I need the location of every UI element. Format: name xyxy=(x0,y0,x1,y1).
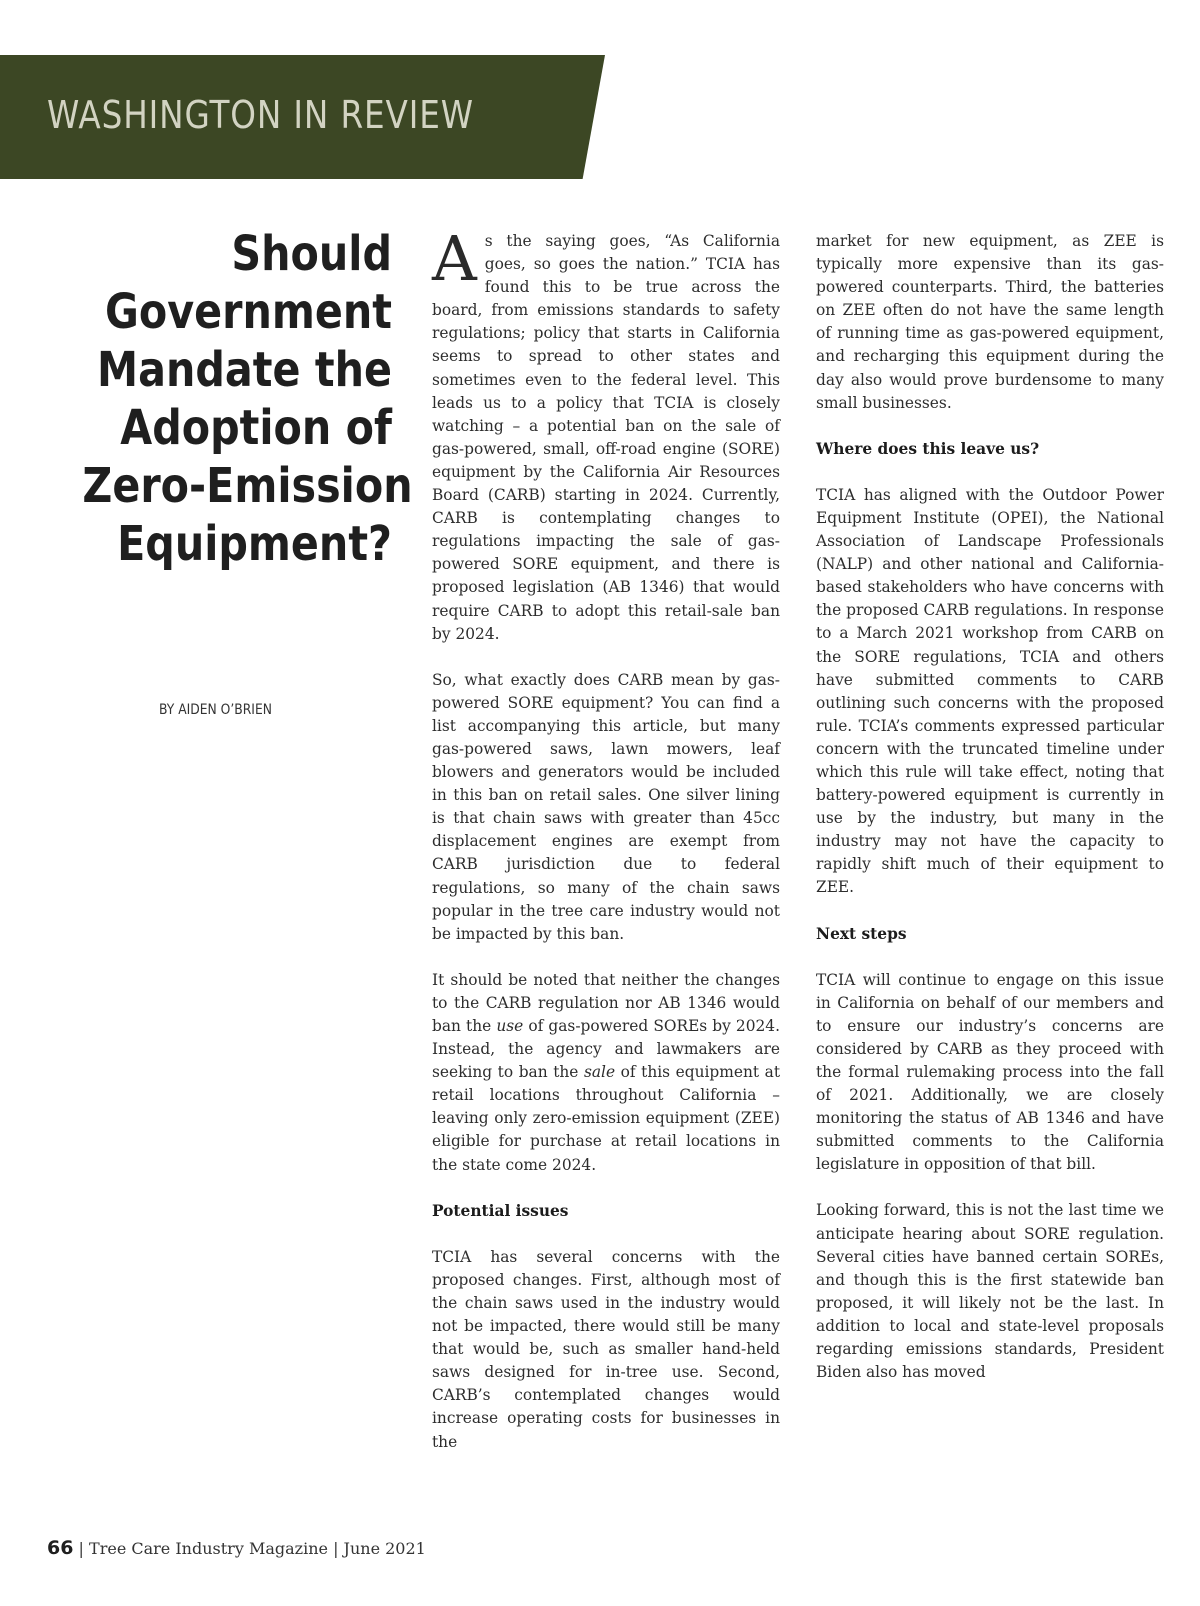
paragraph: TCIA has aligned with the Outdoor Power Equipment Institute (OPEI), the National Association of Landscape Professionals (NALP) and other national and California-based stakeholders who have concerns with the proposed CARB regulations. In response to a March 2021 workshop from CARB on the SORE regulations, TCIA and others have submitted comments to CARB outlining such concerns with the proposed rule. TCIA’s comments expressed particular concern with the truncated timeline under which this rule will take effect, noting that battery-powered equipment is currently in use by the industry, but many in the industry may not have the capacity to rapidly shift much of their equipment to ZEE. xyxy=(816,485,1164,897)
issue-date: June 2021 xyxy=(343,1539,426,1558)
footer-separator: | xyxy=(78,1539,84,1558)
article-headline xyxy=(32,225,413,573)
headline-line: Equipment? xyxy=(117,516,392,572)
article-column-2 xyxy=(816,230,1164,1407)
page-number: 66 xyxy=(47,1537,74,1559)
section-title: WASHINGTON IN REVIEW xyxy=(47,93,474,137)
subheading-next-steps: Next steps xyxy=(816,924,907,943)
footer-separator: | xyxy=(333,1539,339,1558)
paragraph: TCIA will continue to engage on this issue in California on behalf of our members and to ensure our industry’s concerns are considered by CARB as they proceed with the formal rulemaking process into the fall of 2021. Additionally, we are closely monitoring the status of AB 1346 and have submitted comments to the California legislature in opposition of that bill. xyxy=(816,970,1164,1174)
subheading-potential-issues: Potential issues xyxy=(432,1201,569,1220)
paragraph: Looking forward, this is not the last time we anticipate hearing about SORE regulation. Several cities have banned certain SOREs, and though this is the first statewide ban proposed, it will likely not be the last. In addition to local and state-level proposals regarding emissions standards, President Biden also has moved xyxy=(816,1201,1164,1382)
article-column-1 xyxy=(432,222,780,1477)
paragraph: As the saying goes, “As California goes, so goes the nation.” TCIA has found this to be true across the board, from emissions standards to safety regulations; policy that starts in California seems to spread to other states and sometimes even to the federal level. This leads us to a policy that TCIA is closely watching – a potential ban on the sale of gas-powered, small, off-road engine (SORE) equipment by the California Air Resources Board (CARB) starting in 2024. Currently, CARB is contemplating changes to regulations impacting the sale of gas-powered SORE equipment, and there is proposed legislation (AB 1346) that would require CARB to adopt this retail-sale ban by 2024. xyxy=(432,222,780,643)
headline-line: Adoption of xyxy=(120,400,392,456)
paragraph: market for new equipment, as ZEE is typically more expensive than its gas-powered counterparts. Third, the batteries on ZEE often do not have the same length of running time as gas-powered equipment, and recharging this equipment during the day also would prove burdensome to many small businesses. xyxy=(816,232,1164,412)
drop-cap: A xyxy=(432,222,477,295)
headline-line: Mandate the xyxy=(97,342,392,398)
paragraph: It should be noted that neither the changes to the CARB regulation nor AB 1346 would ban the use of gas-powered SOREs by 2024. Instead, the agency and lawmakers are seeking to ban the sale of this equipment at retail locations throughout California – leaving only zero-emission equipment (ZEE) eligible for purchase at retail locations in the state come 2024. xyxy=(432,970,780,1174)
page-footer xyxy=(47,1537,426,1559)
subheading-where-does-this-leave-us: Where does this leave us? xyxy=(816,439,1040,458)
publication-name: Tree Care Industry Magazine xyxy=(89,1539,328,1558)
headline-line: Government xyxy=(104,284,393,340)
paragraph: TCIA has several concerns with the proposed changes. First, although most of the chain saws used in the industry would not be impacted, there would still be many that would be, such as smaller hand-held saws designed for in-tree use. Second, CARB’s contemplated changes would increase operating costs for businesses in the xyxy=(432,1247,780,1451)
headline-line: Zero-Emission xyxy=(82,458,413,514)
paragraph: So, what exactly does CARB mean by gas-powered SORE equipment? You can find a list accompanying this article, but many gas-powered saws, lawn mowers, leaf blowers and generators would be included in this ban on retail sales. One silver lining is that chain saws with greater than 45cc displacement engines are exempt from CARB jurisdiction due to federal regulations, so many of the chain saws popular in the tree care industry would not be impacted by this ban. xyxy=(432,670,780,943)
author-byline: BY AIDEN O’BRIEN xyxy=(159,702,272,718)
headline-line: Should xyxy=(231,226,392,282)
